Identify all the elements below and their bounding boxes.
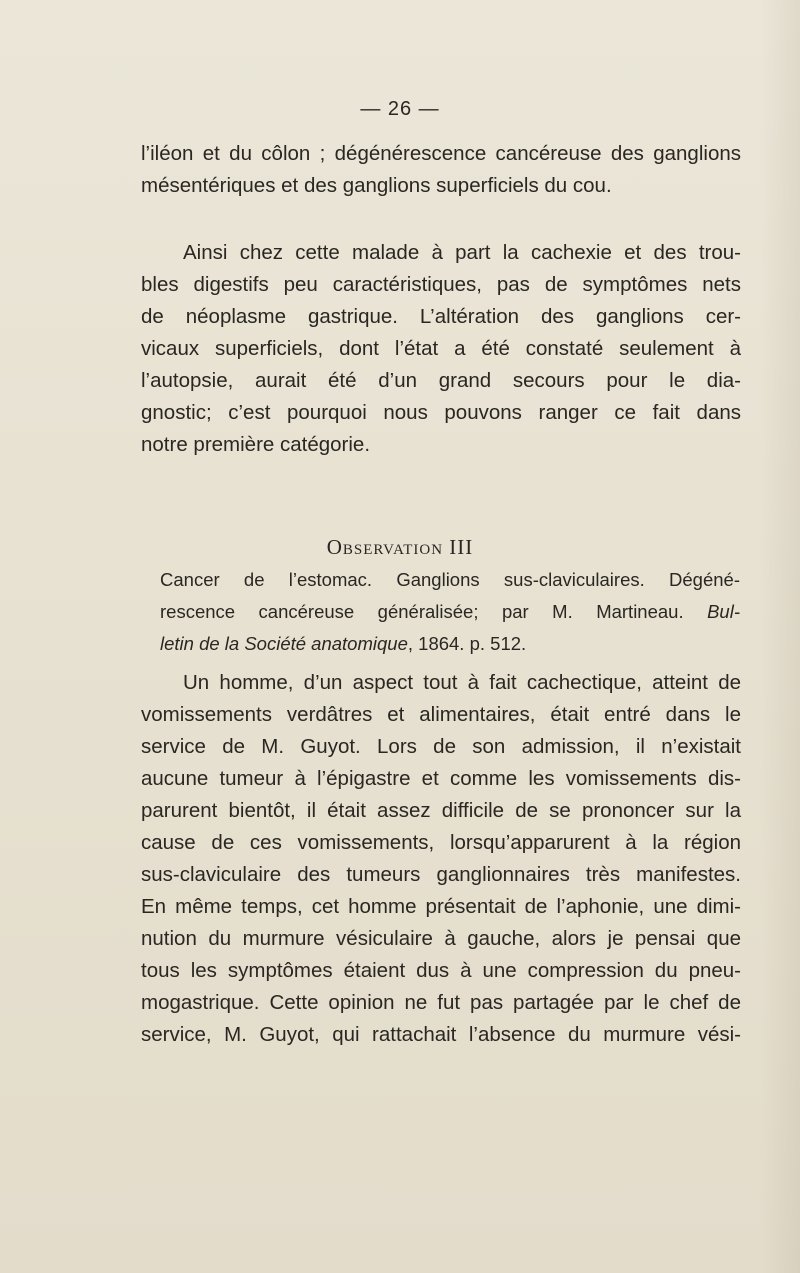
- summary-text: rescence cancéreuse généralisée; par M. Martineau.: [160, 601, 708, 622]
- summary-line: Cancer de l’estomac. Ganglions sus-claviculaires. Dégéné-: [160, 569, 740, 590]
- paragraph-continuation: [141, 138, 741, 202]
- text-line: cause de ces vomissements, lorsqu’apparurent à la région: [141, 831, 741, 854]
- text-line: parurent bientôt, il était assez difficile de se prononcer sur la: [141, 799, 741, 822]
- text-line: l’iléon et du côlon ; dégénérescence cancéreuse des ganglions: [141, 142, 741, 165]
- text-line: service de M. Guyot. Lors de son admission, il n’existait: [141, 735, 741, 758]
- text-line: bles digestifs peu caractéristiques, pas de symptômes nets: [141, 273, 741, 296]
- text-line: notre première catégorie.: [141, 433, 371, 456]
- text-line: tous les symptômes étaient dus à une compression du pneu-: [141, 959, 741, 982]
- journal-title-start: Bul-: [707, 601, 740, 622]
- paragraph-case: [141, 667, 741, 1051]
- text-line: vicaux superficiels, dont l’état a été constaté seulement à: [141, 337, 741, 360]
- text-line: mogastrique. Cette opinion ne fut pas partagée par le chef de: [141, 991, 741, 1014]
- summary-line: [160, 596, 740, 628]
- text-line: Un homme, d’un aspect tout à fait cachectique, atteint de: [183, 671, 741, 694]
- observation-heading: [0, 535, 800, 560]
- text-line: nution du murmure vésiculaire à gauche, alors je pensai que: [141, 927, 741, 950]
- text-line: En même temps, cet homme présentait de l’aphonie, une dimi-: [141, 895, 741, 918]
- journal-title-end: letin de la Société anatomique: [160, 633, 408, 654]
- text-line: vomissements verdâtres et alimentaires, était entré dans le: [141, 703, 741, 726]
- text-line: l’autopsie, aurait été d’un grand secours pour le dia-: [141, 369, 741, 392]
- text-line: aucune tumeur à l’épigastre et comme les vomissements dis-: [141, 767, 741, 790]
- text-line: de néoplasme gastrique. L’altération des ganglions cer-: [141, 305, 741, 328]
- page-number: — 26 —: [360, 98, 440, 120]
- text-line: service, M. Guyot, qui rattachait l’absence du murmure vési-: [141, 1023, 741, 1046]
- observation-summary: [160, 564, 740, 660]
- citation-details: , 1864. p. 512.: [407, 633, 527, 654]
- text-line: sus-claviculaire des tumeurs ganglionnaires très manifestes.: [141, 863, 741, 886]
- page-edge-shadow: [760, 0, 800, 1273]
- paragraph-discussion: [141, 237, 741, 461]
- text-line: gnostic; c’est pourquoi nous pouvons ranger ce fait dans: [141, 401, 741, 424]
- text-line: mésentériques et des ganglions superficiels du cou.: [141, 174, 612, 197]
- observation-title: Observation III: [326, 535, 474, 559]
- text-line: Ainsi chez cette malade à part la cachexie et des trou-: [183, 241, 741, 264]
- summary-line: [160, 628, 740, 660]
